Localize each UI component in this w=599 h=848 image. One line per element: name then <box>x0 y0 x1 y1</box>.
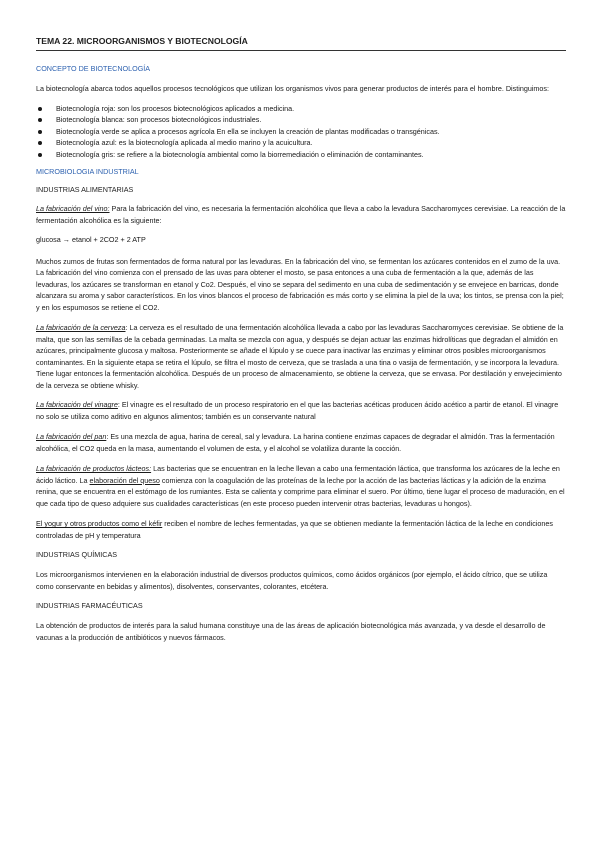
dairy-lead: La fabricación de productos lácteos: <box>36 464 152 474</box>
subheading-food: INDUSTRIAS ALIMENTARIAS <box>36 185 134 195</box>
paragraph-bread <box>36 431 566 454</box>
list-item <box>36 126 566 138</box>
bullet-icon <box>38 118 42 122</box>
list-item-text: Biotecnología verde se aplica a procesos agrícola En ella se incluyen la creación de plantas modificadas o transgénicas. <box>56 126 440 136</box>
list-item <box>36 137 566 149</box>
wine-lead: La fabricación del vino: <box>36 204 110 214</box>
bread-text: : Es una mezcla de agua, harina de cereal, sal y levadura. La harina contiene enzimas capaces de degradar el almidón. Tras la fermentación alcohólica, el CO2 queda en la masa, aumentando el volumen de esta, y el alcohol se volatiliza durante la cocción. <box>36 432 555 453</box>
bullet-icon <box>38 153 42 157</box>
paragraph-vinegar <box>36 399 566 422</box>
document-title: TEMA 22. MICROORGANISMOS Y BIOTECNOLOGÍA <box>36 36 566 51</box>
yogurt-text: reciben el nombre de leches fermentadas, ya que se obtienen mediante la fermentación láctica de la leche en condiciones controladas de pH y temperatura <box>36 519 553 540</box>
vinegar-text: : El vinagre es el resultado de un proceso respiratorio en el que las bacterias acéticas producen ácido acético a partir de etanol. El vinagre no solo se utiliza como aditivo en algunos alimentos; también es un conservante natural <box>36 400 559 421</box>
list-item <box>36 114 566 126</box>
wine-text: Para la fabricación del vino, es necesaria la fermentación alcohólica que lleva a cabo la levadura Saccharomyces cerevisiae. La reacción de la fermentación alcohólica es la siguiente: <box>36 204 566 225</box>
subheading-chemical: INDUSTRIAS QUÍMICAS <box>36 550 118 560</box>
beer-text: : La cerveza es el resultado de una fermentación alcohólica llevada a cabo por las levaduras Saccharomyces cerevisiae. Se obtiene de la malta, que son las semillas de la cebada germinadas. La malta se mezcla con agua, y después se dejan actuar las enzimas hidrolíticas que degradan el almidón en azúcares, principalmente glucosa y maltosa. Posteriormente se añade el lúpulo y se cuece para inactivar las enzimas y eliminar otros posibles microorganismos contaminantes. En la siguiente etapa se retira el lúpulo, se filtra el mosto de cerveza, que se traslada a una tina o vasija de fermentación, y se incorpora la levadura. Tiene lugar entonces la fermentación alcohólica. Después de un proceso de almacenamiento, se obtiene la cerveza, que se envasa. Por destilación y envejecimiento de la cerveza se obtiene whisky. <box>36 323 564 390</box>
paragraph-beer <box>36 322 566 391</box>
cheese-making-term: elaboración del queso <box>89 475 160 485</box>
bullet-icon <box>38 141 42 145</box>
dairy-text-1: Las bacterias que se encuentran en la leche llevan a cabo una fermentación láctica, que transforma los azúcares de la leche en ácido láctico. La <box>36 464 560 485</box>
fermentation-equation: glucosa → etanol + 2CO2 + 2 ATP <box>36 235 146 245</box>
vinegar-lead: La fabricación del vinagre <box>36 400 118 410</box>
list-item <box>36 149 566 161</box>
list-item <box>36 103 566 115</box>
paragraph-wine-process: Muchos zumos de frutas son fermentados de forma natural por las levaduras. En la fabricación del vino, se fermentan los azúcares contenidos en el zumo de la uva. La fabricación del vino comienza con el prensado de las uvas para obtener el mosto, se pasa entonces a una cuba de fermentación a la que, además de las levaduras, los azúcares se transforman en etanol y Co2. Después, el vino se separa del sedimento en una cuba de sedimentación y se envejece en barricas, donde alcanzara su aroma y sabor característicos. En los vinos blancos el proceso de fabricación es más corto y se elimina la piel de la uva; los tintos, se prensa con la piel; y en los espumosos se retiene el CO2. <box>36 256 564 312</box>
subheading-pharma: INDUSTRIAS FARMACÉUTICAS <box>36 601 143 611</box>
dairy-text-2: comienza con la coagulación de las proteínas de la leche por la acción de las bacterias lácticas y la adición de la enzima renina, que se encuentra en el estómago de los rumiantes. Esta se calienta y comprime para eliminar el suero. Por último, tiene lugar el proceso de maduración, en el que cada tipo de queso adquiere sus cualidades características (en este proceso pueden intervenir otras bacterias, levaduras u hongos). <box>36 475 565 508</box>
paragraph-pharma: La obtención de productos de interés para la salud humana constituye una de las áreas de aplicación biotecnológica más avanzada, y va desde el desarrollo de vacunas a la producción de antibióticos y nuevos fármacos. <box>36 621 546 642</box>
document-content <box>36 36 566 643</box>
biotech-types-list <box>36 103 566 161</box>
yogurt-lead: El yogur y otros productos como el kéfir <box>36 519 163 529</box>
bullet-icon <box>38 107 42 111</box>
paragraph-chemical: Los microorganismos intervienen en la elaboración industrial de diversos productos químicos, como ácidos orgánicos (por ejemplo, el ácido cítrico, que se utiliza como conservante en bebidas y alimentos), disolventes, conservantes, colorantes, etcétera. <box>36 570 548 591</box>
paragraph-wine <box>36 203 566 226</box>
paragraph-dairy <box>36 463 566 509</box>
list-item-text: Biotecnología blanca: son procesos biotecnológicos industriales. <box>56 115 262 125</box>
list-item-text: Biotecnología gris: se refiere a la biotecnología ambiental como la biorremediación o eliminación de contaminantes. <box>56 149 424 159</box>
beer-lead: La fabricación de la cerveza <box>36 323 126 333</box>
concept-intro: La biotecnología abarca todos aquellos procesos tecnológicos que utilizan los organismos vivos para generar productos de interés para el hombre. Distinguimos: <box>36 84 550 93</box>
section-heading-concept: CONCEPTO DE BIOTECNOLOGÍA <box>36 64 151 73</box>
bread-lead: La fabricación del pan <box>36 432 107 442</box>
list-item-text: Biotecnología azul: es la biotecnología aplicada al medio marino y la acuicultura. <box>56 138 313 148</box>
bullet-icon <box>38 130 42 134</box>
list-item-text: Biotecnología roja: son los procesos biotecnológicos aplicados a medicina. <box>56 103 295 113</box>
paragraph-yogurt <box>36 518 566 541</box>
section-heading-industrial: MICROBIOLOGIA INDUSTRIAL <box>36 167 139 177</box>
